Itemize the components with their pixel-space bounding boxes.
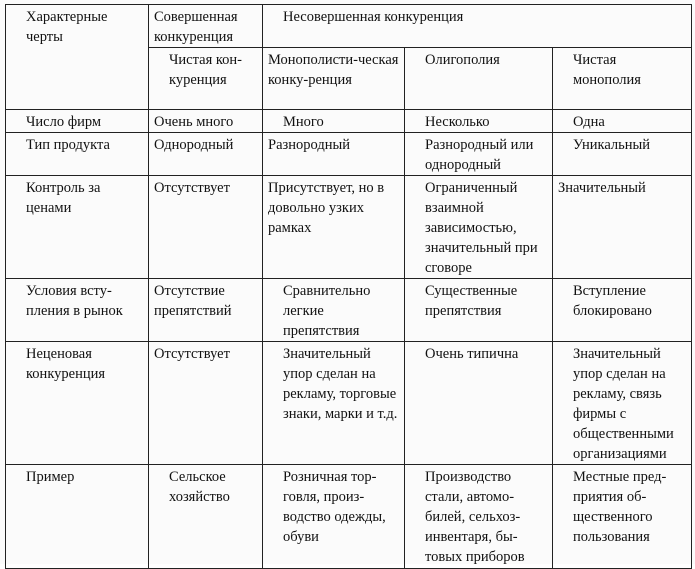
pure-monopoly-header: Чистая монополия: [573, 52, 641, 88]
cell-oligopoly: Существенные препятствия: [405, 279, 553, 342]
cell-oligopoly: Очень типична: [405, 342, 553, 465]
cell-monopolistic: Розничная тор-говля, произ-водство одежды, обуви: [263, 465, 405, 569]
cell-pure-monopoly: Одна: [553, 110, 692, 133]
cell-pure-monopoly: Местные пред-приятия об-щественного пользования: [553, 465, 692, 569]
cell-pure-competition: Однородный: [149, 133, 263, 176]
cell-pure-monopoly: Вступление блокировано: [553, 279, 692, 342]
cell-monopolistic: Присутствует, но в довольно узких рамках: [263, 176, 405, 279]
cell-oligopoly: Ограниченный взаимной зависимостью, значительный при сговоре: [405, 176, 553, 279]
cell-pure-competition: Очень много: [149, 110, 263, 133]
table-row: [6, 342, 692, 465]
pure-competition-header: Чистая кон-куренция: [169, 52, 243, 88]
monopolistic-competition-header: Монополисти-ческая конку-ренция: [268, 52, 399, 88]
cell-pure-competition: Отсутствует: [149, 342, 263, 465]
cell-oligopoly: Разнородный или однородный: [405, 133, 553, 176]
cell-pure-monopoly: Значительный: [553, 176, 692, 279]
cell-pure-competition: Отсутствие препятствий: [149, 279, 263, 342]
features-header: Характерные черты: [26, 9, 108, 45]
cell-monopolistic: Много: [263, 110, 405, 133]
cell-monopolistic: Сравнительно легкие препятствия: [263, 279, 405, 342]
perfect-competition-header: Совершенная конкуренция: [154, 9, 238, 45]
row-feature-price-control: Контроль за ценами: [6, 176, 149, 279]
oligopoly-header: Олигополия: [425, 52, 500, 68]
oligopoly-header-cell: [405, 48, 553, 110]
cell-oligopoly: Производство стали, автомо-билей, сельхоз-инвентаря, бы-товых приборов: [405, 465, 553, 569]
table-row: [6, 279, 692, 342]
cell-monopolistic: Разнородный: [263, 133, 405, 176]
features-header-cell: [6, 5, 149, 110]
row-feature-nonprice-competition: Неценовая конкуренция: [6, 342, 149, 465]
cell-pure-competition: Сельское хозяйство: [149, 465, 263, 569]
table-row: [6, 465, 692, 569]
cell-pure-competition: Отсутствует: [149, 176, 263, 279]
market-structures-table: [5, 4, 692, 569]
row-feature-market-entry: Условия всту-пления в рынок: [6, 279, 149, 342]
imperfect-competition-header-cell: [263, 5, 692, 48]
table-row: [6, 133, 692, 176]
table-row: [6, 110, 692, 133]
row-feature-number-of-firms: Число фирм: [6, 110, 149, 133]
monopolistic-competition-header-cell: [263, 48, 405, 110]
row-feature-example: Пример: [6, 465, 149, 569]
cell-pure-monopoly: Уникальный: [553, 133, 692, 176]
perfect-competition-header-cell: [149, 5, 263, 48]
imperfect-competition-header: Несовершенная конкуренция: [283, 9, 464, 25]
row-feature-product-type: Тип продукта: [6, 133, 149, 176]
header-row-top: [6, 5, 692, 48]
table-row: [6, 176, 692, 279]
pure-monopoly-header-cell: [553, 48, 692, 110]
cell-monopolistic: Значительный упор сделан на рекламу, торговые знаки, марки и т.д.: [263, 342, 405, 465]
pure-competition-header-cell: [149, 48, 263, 110]
cell-oligopoly: Несколько: [405, 110, 553, 133]
cell-pure-monopoly: Значительный упор сделан на рекламу, связь фирмы с общественными организациями: [553, 342, 692, 465]
